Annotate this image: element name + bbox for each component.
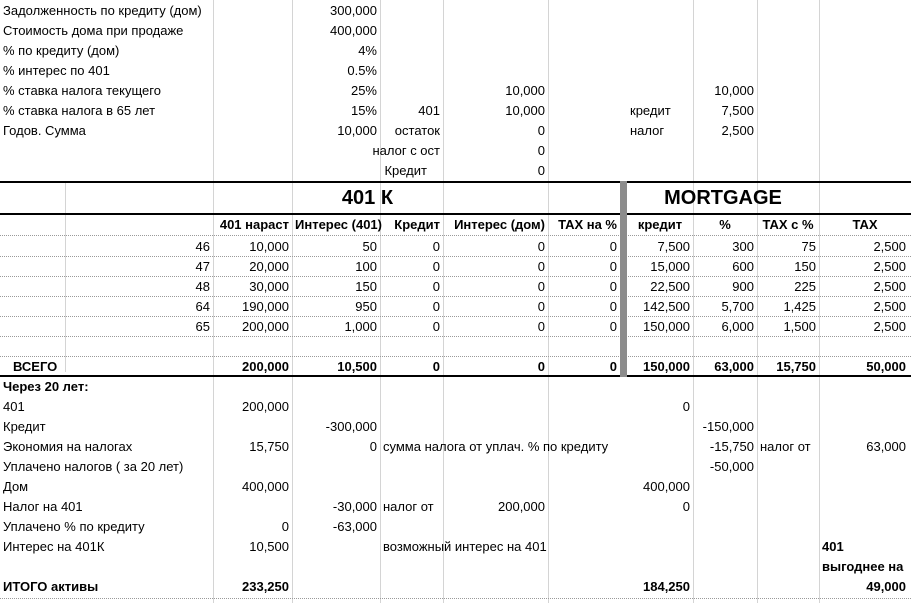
- table-cell[interactable]: 0: [609, 239, 617, 254]
- summary-title: Через 20 лет:: [3, 379, 89, 394]
- calc-cell[interactable]: 2,500: [721, 123, 754, 138]
- param-value[interactable]: 0.5%: [347, 63, 377, 78]
- col-header: TAX на %: [558, 217, 617, 232]
- total-cell[interactable]: 15,750: [776, 359, 816, 374]
- summary-note: возможный интерес на 401: [383, 539, 547, 554]
- summary-label: Уплачено налогов ( за 20 лет): [3, 459, 184, 474]
- row-age[interactable]: 46: [195, 239, 210, 254]
- param-value[interactable]: 4%: [358, 43, 377, 58]
- summary-label: налог от: [383, 499, 434, 514]
- table-cell[interactable]: 50: [362, 239, 377, 254]
- table-cell[interactable]: 0: [609, 299, 617, 314]
- param-value[interactable]: 300,000: [330, 3, 377, 18]
- table-cell[interactable]: 225: [794, 279, 816, 294]
- total-cell[interactable]: 0: [609, 359, 617, 374]
- table-cell[interactable]: 2,500: [873, 239, 906, 254]
- calc-cell[interactable]: 0: [537, 123, 545, 138]
- section-title-401k: 401 К: [341, 187, 394, 209]
- table-cell[interactable]: 2,500: [873, 279, 906, 294]
- summary-label: Кредит: [3, 419, 46, 434]
- table-cell[interactable]: 0: [432, 239, 440, 254]
- calc-cell[interactable]: 0: [537, 143, 545, 158]
- section-title-mortgage: MORTGAGE: [664, 187, 782, 209]
- total-cell[interactable]: 63,000: [714, 359, 754, 374]
- summary-label: Экономия на налогах: [3, 439, 133, 454]
- col-header: Интерес (дом): [454, 217, 545, 232]
- summary-cell[interactable]: 200,000: [242, 399, 289, 414]
- summary-label: 401: [3, 399, 25, 414]
- calc-label: налог: [630, 123, 665, 138]
- table-cell[interactable]: 22,500: [650, 279, 690, 294]
- table-cell[interactable]: 75: [801, 239, 816, 254]
- col-header: 401 нараст: [219, 217, 289, 232]
- summary-total-cell[interactable]: 184,250: [643, 579, 690, 594]
- table-cell[interactable]: 0: [609, 259, 617, 274]
- param-label: Стоимость дома при продаже: [3, 23, 184, 38]
- param-label: % интерес по 401: [3, 63, 110, 78]
- summary-cell[interactable]: 0: [682, 499, 690, 514]
- summary-label: Интерес на 401К: [3, 539, 105, 554]
- row-age[interactable]: 65: [195, 319, 210, 334]
- calc-label: кредит: [630, 103, 671, 118]
- param-label: Задолженность по кредиту (дом): [3, 3, 202, 18]
- row-divider: [0, 235, 911, 236]
- col-header: TAX с %: [762, 217, 814, 232]
- param-label: % по кредиту (дом): [3, 43, 120, 58]
- table-cell[interactable]: 0: [609, 279, 617, 294]
- row-age[interactable]: 48: [195, 279, 210, 294]
- summary-cell[interactable]: -15,750: [709, 439, 754, 454]
- table-cell[interactable]: 0: [537, 259, 545, 274]
- summary-cell[interactable]: 0: [682, 399, 690, 414]
- table-cell[interactable]: 1,000: [344, 319, 377, 334]
- summary-cell[interactable]: 400,000: [242, 479, 289, 494]
- calc-label: остаток: [394, 123, 440, 138]
- table-cell[interactable]: 200,000: [242, 319, 289, 334]
- param-value[interactable]: 25%: [350, 83, 377, 98]
- param-value[interactable]: 15%: [350, 103, 377, 118]
- summary-label: Налог на 401: [3, 499, 83, 514]
- table-cell[interactable]: 2,500: [873, 259, 906, 274]
- col-header: %: [719, 217, 731, 232]
- total-cell[interactable]: 0: [537, 359, 545, 374]
- param-value[interactable]: 400,000: [330, 23, 377, 38]
- table-cell[interactable]: 900: [732, 279, 754, 294]
- table-cell[interactable]: 190,000: [242, 299, 289, 314]
- calc-label: налог с ост: [372, 143, 440, 158]
- summary-cell[interactable]: 400,000: [643, 479, 690, 494]
- summary-total-cell[interactable]: 49,000: [866, 579, 906, 594]
- row-age[interactable]: 64: [195, 299, 210, 314]
- summary-cell[interactable]: 0: [369, 439, 377, 454]
- section-separator-bar: [620, 181, 627, 377]
- summary-label: Уплачено % по кредиту: [3, 519, 145, 534]
- table-cell[interactable]: 10,000: [249, 239, 289, 254]
- table-cell[interactable]: 7,500: [657, 239, 690, 254]
- table-cell[interactable]: 6,000: [721, 319, 754, 334]
- summary-cell[interactable]: 15,750: [249, 439, 289, 454]
- table-cell[interactable]: 100: [355, 259, 377, 274]
- table-cell[interactable]: 0: [432, 299, 440, 314]
- table-cell[interactable]: 0: [537, 279, 545, 294]
- table-cell[interactable]: 0: [537, 299, 545, 314]
- calc-cell[interactable]: 7,500: [721, 103, 754, 118]
- col-header: кредит: [637, 217, 683, 232]
- table-cell[interactable]: 0: [432, 279, 440, 294]
- table-cell[interactable]: 2,500: [873, 319, 906, 334]
- table-cell[interactable]: 5,700: [721, 299, 754, 314]
- summary-cell[interactable]: -300,000: [325, 419, 377, 434]
- total-cell[interactable]: 150,000: [643, 359, 690, 374]
- table-cell[interactable]: 600: [732, 259, 754, 274]
- table-cell[interactable]: 150: [794, 259, 816, 274]
- param-label: Годов. Сумма: [3, 123, 86, 138]
- table-cell[interactable]: 0: [432, 319, 440, 334]
- total-cell[interactable]: 200,000: [242, 359, 289, 374]
- table-cell[interactable]: 150: [355, 279, 377, 294]
- summary-note: сумма налога от уплач. % по кредиту: [383, 439, 609, 454]
- summary-label: Дом: [3, 479, 29, 494]
- table-cell[interactable]: 15,000: [650, 259, 690, 274]
- summary-label: выгоднее на: [822, 559, 904, 574]
- calc-cell[interactable]: 10,000: [505, 103, 545, 118]
- row-divider: [0, 598, 911, 599]
- col-header: Интерес (401): [295, 217, 382, 232]
- table-cell[interactable]: 300: [732, 239, 754, 254]
- row-age[interactable]: 47: [195, 259, 210, 274]
- table-cell[interactable]: 1,500: [783, 319, 816, 334]
- table-cell[interactable]: 30,000: [249, 279, 289, 294]
- table-cell[interactable]: 2,500: [873, 299, 906, 314]
- summary-cell[interactable]: -150,000: [702, 419, 754, 434]
- table-cell[interactable]: 0: [537, 319, 545, 334]
- table-cell[interactable]: 1,425: [783, 299, 816, 314]
- table-cell[interactable]: 950: [355, 299, 377, 314]
- summary-cell[interactable]: 200,000: [498, 499, 545, 514]
- summary-cell[interactable]: 0: [281, 519, 289, 534]
- summary-label: 401: [822, 539, 844, 554]
- table-cell[interactable]: 0: [609, 319, 617, 334]
- param-label: % ставка налога в 65 лет: [3, 103, 156, 118]
- summary-cell[interactable]: -50,000: [709, 459, 754, 474]
- col-header: Кредит: [394, 217, 440, 232]
- total-cell[interactable]: 50,000: [866, 359, 906, 374]
- calc-cell[interactable]: 0: [537, 163, 545, 178]
- calc-label: Кредит: [384, 163, 427, 178]
- table-cell[interactable]: 0: [432, 259, 440, 274]
- summary-label: налог от: [760, 439, 811, 454]
- table-cell[interactable]: 142,500: [643, 299, 690, 314]
- calc-cell[interactable]: 10,000: [505, 83, 545, 98]
- summary-cell[interactable]: 63,000: [866, 439, 906, 454]
- calc-cell[interactable]: 10,000: [714, 83, 754, 98]
- param-label: % ставка налога текущего: [3, 83, 161, 98]
- table-cell[interactable]: 0: [537, 239, 545, 254]
- param-value[interactable]: 10,000: [337, 123, 377, 138]
- summary-cell[interactable]: 10,500: [249, 539, 289, 554]
- summary-cell[interactable]: -30,000: [332, 499, 377, 514]
- table-cell[interactable]: 150,000: [643, 319, 690, 334]
- total-label: ВСЕГО: [13, 359, 58, 374]
- summary-total-cell[interactable]: 233,250: [242, 579, 289, 594]
- summary-total-label: ИТОГО активы: [3, 579, 99, 594]
- table-cell[interactable]: 20,000: [249, 259, 289, 274]
- calc-label: 401: [418, 103, 440, 118]
- col-header: TAX: [852, 217, 878, 232]
- total-cell[interactable]: 10,500: [337, 359, 377, 374]
- total-cell[interactable]: 0: [432, 359, 440, 374]
- summary-cell[interactable]: -63,000: [332, 519, 377, 534]
